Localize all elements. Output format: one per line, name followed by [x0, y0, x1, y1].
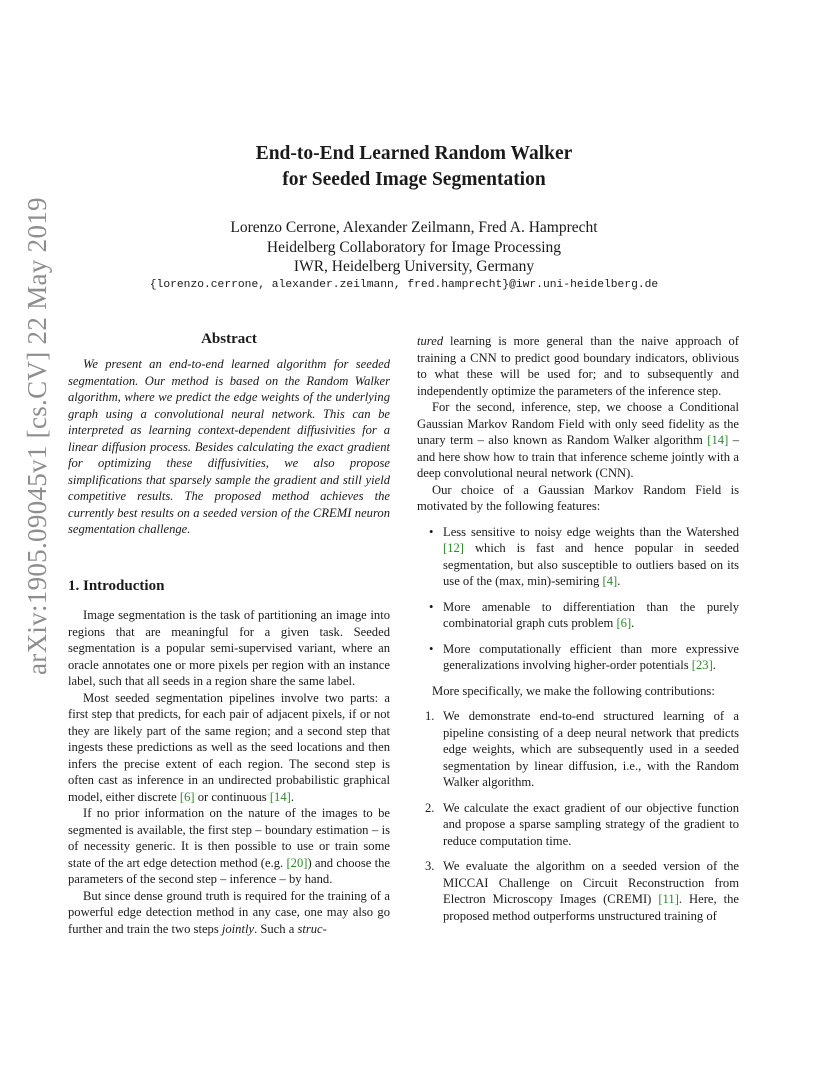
contribution-item: [417, 800, 739, 850]
text-span: – and here show how to train that inference scheme jointly with a deep convolutional neural network (CNN).: [417, 433, 739, 480]
text-span: .: [617, 574, 621, 588]
text-span: We evaluate the algorithm on a seeded version of the MICCAI Challenge on Circuit Reconstruction from Electron Microscopy Images (CREMI): [443, 859, 739, 906]
text-span: . Here, the proposed method outperforms unstructured training of: [443, 892, 739, 923]
contribution-item: [417, 858, 739, 924]
citation-link[interactable]: [ 20 ]: [286, 856, 307, 870]
text-span: .: [631, 616, 635, 630]
citation-link[interactable]: [ 11 ]: [658, 892, 679, 906]
text-span: Less sensitive to noisy edge weights than the Watershed: [443, 524, 739, 539]
list-number: 2.: [425, 800, 435, 815]
citation-link[interactable]: [ 6 ]: [180, 790, 195, 804]
title-line-2: for Seeded Image Segmentation: [282, 169, 546, 190]
intro-paragraph-3: [68, 805, 390, 888]
text-span: For the second, inference, step, we choose a Conditional Gaussian Markov Random Field with only seed fidelity as the unary term – also known as Random Walker algorithm: [417, 400, 739, 447]
title-line-1: End-to-End Learned Random Walker: [255, 143, 573, 164]
text-span: Most seeded segmentation pipelines involve two parts: a first step that predicts, for each pair of adjacent pixels, if or not they are likely part of the same region; and a second step that ingests these predictions as well as the seed locations and then infers the precise extent of each region. The second step is often cast as inference in an undirected probabilistic graphical model, either discrete: [68, 690, 390, 804]
bullet-marker: •: [429, 599, 434, 614]
right-paragraph-1: [417, 333, 739, 399]
text-span: If no prior information on the nature of the images to be segmented is available, the first step – boundary estimation – is of necessity generic. It is then possible to use or train some state of the art edge detection method (e.g.: [68, 806, 390, 870]
arxiv-side-stamp: arXiv:1905.09045v1 [cs.CV] 22 May 2019: [22, 197, 52, 675]
author-names: Lorenzo Cerrone, Alexander Zeilmann, Fred A. Hamprecht: [230, 219, 598, 236]
paper-title: [0, 141, 828, 193]
feature-list: [417, 524, 739, 674]
citation-link[interactable]: [ 4 ]: [602, 574, 617, 588]
emphasis: struc-: [297, 921, 327, 936]
affiliation-1: Heidelberg Collaboratory for Image Processing: [266, 238, 562, 256]
introduction-body: [68, 607, 390, 937]
intro-paragraph-1: Image segmentation is the task of partitioning an image into regions that are meaningful for a given task. Seeded segmentation is a popular semi-supervised variant, where an oracle annotates one or more pixels per region with an instance label, such that all seeds in a region share the same label.: [68, 608, 390, 688]
citation-link[interactable]: [ 6 ]: [616, 616, 631, 630]
right-paragraph-4: More specifically, we make the following contributions:: [432, 683, 715, 698]
text-span: ) and choose the parameters of the second step – inference – by hand.: [68, 855, 390, 886]
text-span: which is fast and hence popular in seeded segmentation, but also susceptible to outliers based on its use of the (max, min)-semiring: [443, 541, 739, 588]
section-heading-introduction: 1. Introduction: [68, 578, 165, 594]
citation-link[interactable]: [ 12 ]: [443, 541, 464, 555]
abstract-paragraph: We present an end-to-end learned algorithm for seeded segmentation. Our method is based on the Random Walker algorithm, where we predict the edge weights of the underlying graph using a convolutional neural network. This can be interpreted as learning context-dependent diffusivities for a linear diffusion process. Besides calculating the exact gradient for optimizing these diffusivities, we also propose simplifications that sparsely sample the gradient and still yield competitive results. The proposed method achieves the currently best results on a seeded version of the CREMI neuron segmentation challenge.: [68, 357, 390, 536]
bullet-marker: •: [429, 641, 434, 656]
feature-item: [417, 524, 739, 590]
text-span: .: [290, 789, 294, 804]
right-paragraph-3: Our choice of a Gaussian Markov Random Field is motivated by the following features:: [417, 482, 739, 513]
citation-link[interactable]: [ 14 ]: [707, 433, 728, 447]
text-span: We demonstrate end-to-end structured learning of a pipeline consisting of a deep neural network that predicts edge weights, which are subsequently used in a seeded segmentation by linear diffusion, i.e., with the Random Walker algorithm.: [443, 709, 739, 789]
text-span: More computationally efficient than more expressive generalizations involving higher-order potentials: [443, 641, 739, 672]
list-number: 3.: [425, 859, 435, 873]
text-span: or continuous: [194, 789, 270, 804]
citation-link[interactable]: [ 14 ]: [270, 790, 291, 804]
list-number: 1.: [425, 709, 435, 723]
text-span: More amenable to differentiation than the purely combinatorial graph cuts problem: [443, 599, 739, 630]
author-block: [0, 218, 828, 277]
feature-item: [417, 641, 739, 674]
text-span: But since dense ground truth is required for the training of a powerful edge detection method in any case, one may also go further and train the two steps: [68, 888, 390, 936]
text-span: . Such a: [254, 921, 298, 936]
text-span: .: [712, 658, 716, 672]
text-span: We calculate the exact gradient of our objective function and propose a sparse sampling strategy of the gradient to reduce computation time.: [443, 800, 739, 848]
affiliation-2: IWR, Heidelberg University, Germany: [293, 258, 535, 275]
intro-paragraph-2: [68, 690, 390, 806]
right-paragraph-2: [417, 399, 739, 482]
right-column: [417, 333, 739, 924]
contributions-list: [417, 708, 739, 924]
abstract-text: [68, 356, 390, 538]
feature-item: [417, 599, 739, 632]
citation-link[interactable]: [ 23 ]: [692, 658, 713, 672]
intro-paragraph-4: [68, 888, 390, 938]
text-span: learning is more general than the naive approach of training a CNN to predict good boundary indicators, oblivious to what these will be used for; and to subsequently and independently optimize the parameters of the inference step.: [417, 334, 739, 398]
abstract-heading: Abstract: [201, 331, 257, 347]
emphasis: tured: [417, 334, 444, 348]
author-emails: {lorenzo.cerrone, alexander.zeilmann, fred.hamprecht}@iwr.uni-heidelberg.de: [149, 279, 659, 291]
bullet-marker: •: [429, 524, 434, 539]
contribution-item: [417, 708, 739, 791]
emphasis: jointly: [221, 921, 255, 936]
